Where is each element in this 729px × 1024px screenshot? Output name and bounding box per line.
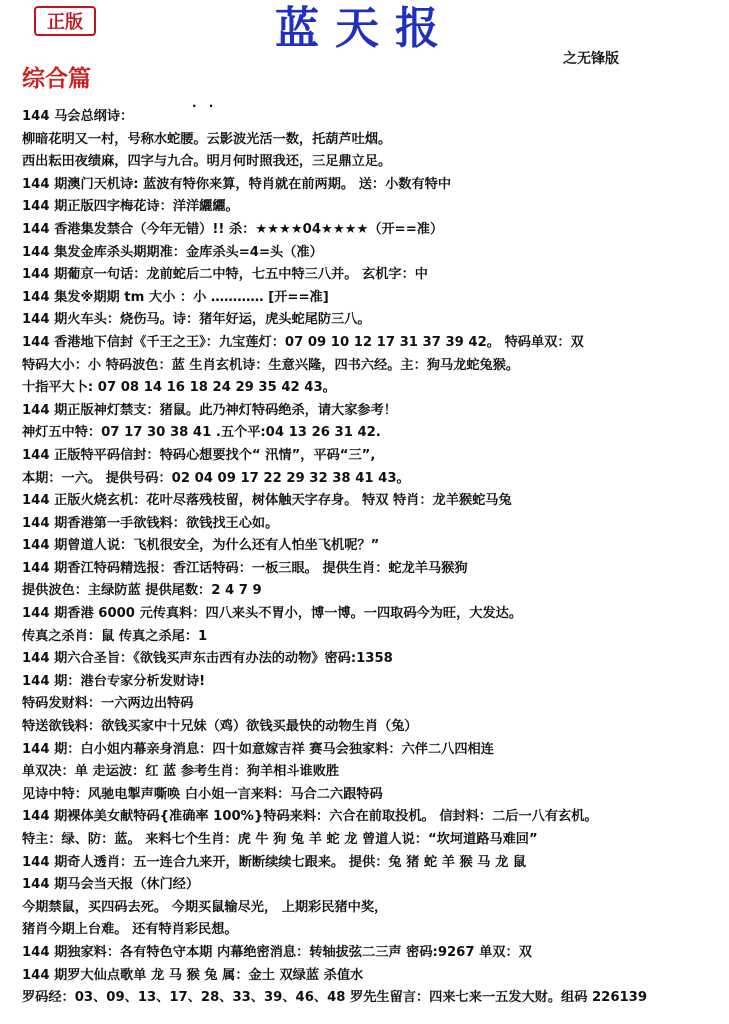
content-line: 144 期正版神灯禁支：猪鼠。此乃神灯特码绝杀，请大家参考！ — [22, 402, 397, 418]
content-line: 十指平大卜: 07 08 14 16 18 24 29 35 42 43。 — [22, 380, 336, 396]
content-line: 特主：绿、防：蓝。 来料七个生肖：虎 牛 狗 兔 羊 蛇 龙 曾道人说：“坎坷道路马难回” — [22, 832, 538, 847]
content-line: 144 期正版四字梅花诗：洋洋纚纚。 — [22, 199, 239, 215]
content-line: 144 期曾道人说：飞机很安全，为什么还有人怕坐飞机呢？” — [22, 538, 380, 554]
content-line: 提供波色：主绿防蓝 提供尾数：2 4 7 9 — [22, 583, 262, 599]
content-lines — [22, 106, 722, 1010]
content-line: 144 期独家料：各有特色守本期 内幕绝密消息：转轴拔弦二三声 密码:9267 单双：双 — [22, 944, 532, 960]
content-line: 特送欲钱料：欲钱买家中十兄妹（鸡）欲钱买最快的动物生肖（兔） — [22, 719, 418, 735]
decorative-dots: . . — [192, 96, 218, 110]
content-line: 144 正版火烧玄机：花叶尽落残枝留，树体触天字存身。 特双 特肖：龙羊猴蛇马兔 — [22, 493, 512, 509]
content-line: 神灯五中特：07 17 30 38 41 .五个平:04 13 26 31 42. — [22, 425, 381, 441]
content-line: 猪肖今期上台难。 还有特肖彩民想。 — [22, 922, 238, 938]
content-line: 144 集发※期期 tm 大小 ：小 ………… [开==准] — [22, 289, 329, 305]
content-line: 144 期香江特码精选报：香江话特码：一板三眼。 提供生肖：蛇龙羊马猴狗 — [22, 560, 468, 576]
content-line: 144 期香港第一手欲钱料：欲钱找王心如。 — [22, 515, 279, 531]
content-line: 144 期：白小姐内幕亲身消息：四十如意嫁吉祥 赛马会独家料：六伴二八四相连 — [22, 741, 494, 757]
content-line: 柳暗花明又一村，号称水蛇腰。云影波光活一数，托葫芦吐烟。 — [22, 131, 392, 147]
newspaper-title: 蓝天报 — [275, 3, 455, 54]
edition-badge — [34, 6, 96, 36]
content-line: 144 期葡京一句话：龙前蛇后二中特，七五中特三八并。 玄机字：中 — [22, 267, 428, 283]
content-line: 144 马会总纲诗： — [22, 109, 134, 124]
content-line: 144 期：港台专家分析发财诗! — [22, 673, 206, 689]
content-line: 本期：一六。 提供号码：02 04 09 17 22 29 32 38 41 43。 — [22, 470, 410, 486]
content-line: 144 香港集发禁合（今年无错）!! 杀：★★★★04★★★★（开==准） — [22, 221, 444, 237]
content-line: 144 期澳门天机诗: 蓝波有特你来算，特肖就在前两期。 送：小数有特中 — [22, 176, 452, 192]
content-line: 144 期火车头：烧伤马。诗：猪年好运，虎头蛇尾防三八。 — [22, 312, 371, 328]
content-line: 144 集发金库杀头期期准：金库杀头=4=头（准） — [22, 244, 323, 260]
content-line: 144 香港地下信封《千王之王》：九宝莲灯：07 09 10 12 17 31 37 39 42。 特码单双：双 — [22, 334, 584, 350]
content-line: 144 期罗大仙点歌单 龙 马 猴 兔 属：金土 双绿蓝 杀值水 — [22, 967, 364, 983]
content-line: 传真之杀肖：鼠 传真之杀尾：1 — [22, 628, 208, 644]
section-title: 综合篇 — [22, 66, 91, 92]
content-line: 见诗中特：风驰电掣声嘶唤 白小姐一言来料：马合二六跟特码 — [22, 786, 383, 802]
content-line: 特码发财料：一六两边出特码 — [22, 696, 194, 712]
content-line: 今期禁鼠，买四码去死。 今期买鼠输尽光， 上期彩民猪中奖， — [22, 899, 388, 915]
content-line: 单双决：单 走运波：红 蓝 参考生肖：狗羊相斗谁败胜 — [22, 764, 340, 780]
content-line: 144 期六合圣旨：《欲钱买声东击西有办法的动物》密码:1358 — [22, 651, 393, 667]
content-line: 144 正版特平码信封：特码心想要找个“ 汛情”，平码“三”, — [22, 447, 376, 463]
content-line: 144 期马会当天报（休门经） — [22, 877, 200, 893]
content-line: 144 期香港 6000 元传真料：四八来头不胃小，博一博。一四取码今为旺，大发达。 — [22, 606, 523, 622]
content-line: 特码大小：小 特码波色：蓝 生肖玄机诗：生意兴隆，四书六经。主：狗马龙蛇兔猴。 — [22, 357, 520, 373]
content-line: 罗码经：03、09、13、17、28、33、39、46、48 罗先生留言：四来七来一五发大财。组码 226139 — [22, 990, 648, 1006]
edition-label: 之无锋版 — [563, 51, 619, 67]
content-line: 144 期奇人透肖：五一连合九来开，断断续续七跟来。 提供：兔 猪 蛇 羊 猴 马 龙 鼠 — [22, 854, 527, 870]
badge-label: 正版 — [47, 12, 83, 33]
content-line: 西出耘田夜绩麻，四字与九合。明月何时照我还，三足鼎立足。 — [22, 154, 392, 170]
content-line: 144 期裸体美女献特码{准确率 100%}特码来料：六合在前取投机。 信封料：二后一八有玄机。 — [22, 809, 598, 825]
